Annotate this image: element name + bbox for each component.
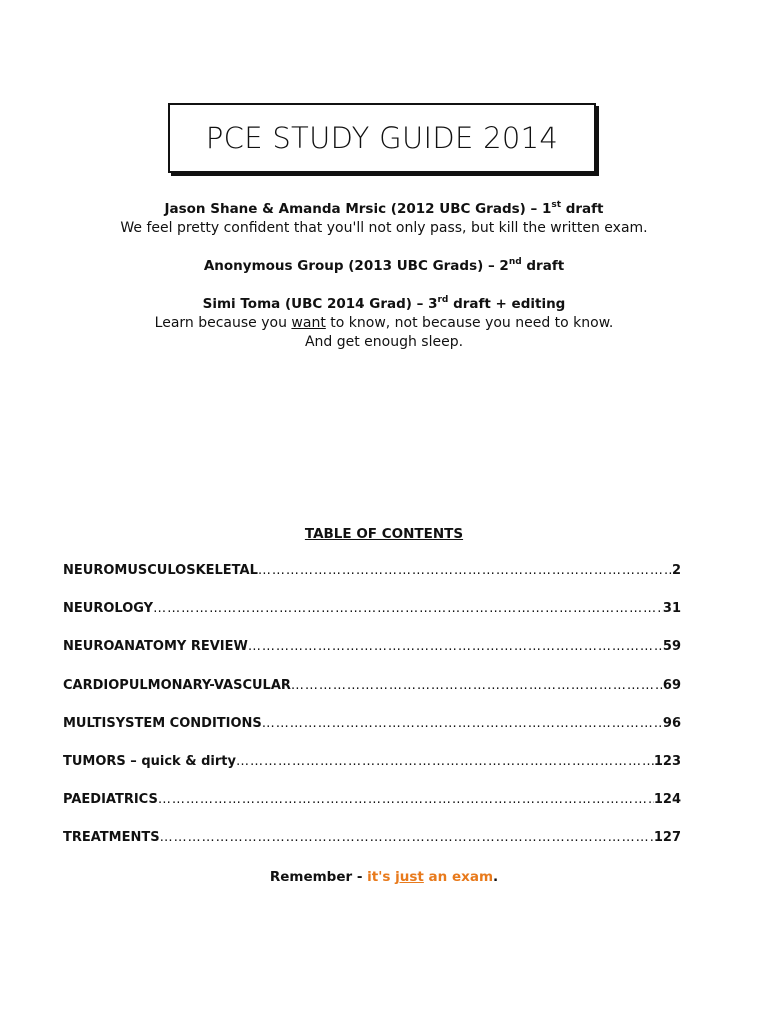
third-sup: rd (437, 294, 449, 305)
note-after: to know, not because you need to know. (325, 315, 614, 331)
toc-entry[interactable] (63, 639, 681, 677)
toc-entry-page: 2 (671, 563, 681, 578)
third-draft-note (0, 314, 768, 333)
toc-entry-page: 124 (653, 792, 681, 808)
toc-entry-label: NEUROANATOMY REVIEW (63, 639, 248, 655)
toc-entry-label: NEUROMUSCULOSKELETAL (63, 563, 258, 578)
second-draft-credit (0, 257, 768, 276)
closing-remark (0, 869, 768, 885)
toc-entry-page: 31 (662, 601, 681, 617)
third-draft-note-line2: And get enough sleep. (304, 334, 464, 350)
toc-leader (262, 716, 663, 731)
toc-entry-page: 123 (653, 753, 681, 769)
toc-entry-label: MULTISYSTEM CONDITIONS (63, 715, 262, 731)
toc-entry-label: PAEDIATRICS (63, 792, 158, 808)
first-suffix: draft (561, 201, 604, 217)
toc-entry-label: NEUROLOGY (63, 601, 154, 617)
first-author-text: Jason Shane & Amanda Mrsic (2012 UBC Grads) – 1 (164, 201, 552, 217)
third-author-text: Simi Toma (UBC 2014 Grad) – 3 (202, 296, 438, 312)
remember-prefix: Remember - (269, 869, 368, 885)
first-sup: st (551, 199, 562, 210)
second-suffix: draft (521, 258, 565, 274)
toc-entry-page: 127 (653, 830, 681, 846)
toc-heading: TABLE OF CONTENTS (304, 526, 464, 542)
third-draft-credit (0, 295, 768, 314)
remember-suffix: . (493, 869, 499, 885)
toc-entry[interactable] (63, 678, 681, 716)
toc-entry[interactable] (63, 792, 681, 830)
toc-entry[interactable] (63, 830, 681, 868)
toc-entry[interactable] (63, 563, 681, 601)
remember-part1: it's (367, 869, 396, 885)
toc-leader (160, 830, 654, 845)
first-draft-credit (0, 200, 768, 219)
toc-entry[interactable] (63, 601, 681, 639)
note-before: Learn because you (154, 315, 292, 331)
toc-leader (158, 792, 654, 807)
remember-part2: an exam (423, 869, 494, 885)
toc-entry-label: CARDIOPULMONARY-VASCULAR (63, 677, 291, 693)
toc-entry-page: 59 (662, 639, 681, 655)
toc-entry-page: 69 (662, 677, 681, 693)
toc-entry-label: TREATMENTS (63, 830, 160, 846)
note-emphasis: want (291, 315, 326, 331)
second-author-text: Anonymous Group (2013 UBC Grads) – 2 (203, 258, 509, 274)
first-draft-note: We feel pretty confident that you'll not only pass, but kill the written exam. (120, 220, 648, 236)
toc-leader (248, 639, 663, 654)
toc-entry[interactable] (63, 716, 681, 754)
toc-entry[interactable] (63, 754, 681, 792)
toc-leader (236, 754, 654, 769)
remember-emphasis: just (395, 869, 424, 885)
third-suffix: draft + editing (448, 296, 566, 312)
second-sup: nd (508, 256, 522, 267)
toc-leader (153, 601, 663, 616)
toc-leader (258, 563, 672, 578)
toc-leader (291, 678, 663, 693)
document-title: PCE STUDY GUIDE 2014 (205, 121, 559, 155)
title-box (168, 103, 596, 173)
table-of-contents (63, 563, 681, 869)
toc-entry-page: 96 (662, 715, 681, 731)
credits-section (0, 200, 768, 352)
toc-entry-label: TUMORS – quick & dirty (63, 753, 236, 769)
